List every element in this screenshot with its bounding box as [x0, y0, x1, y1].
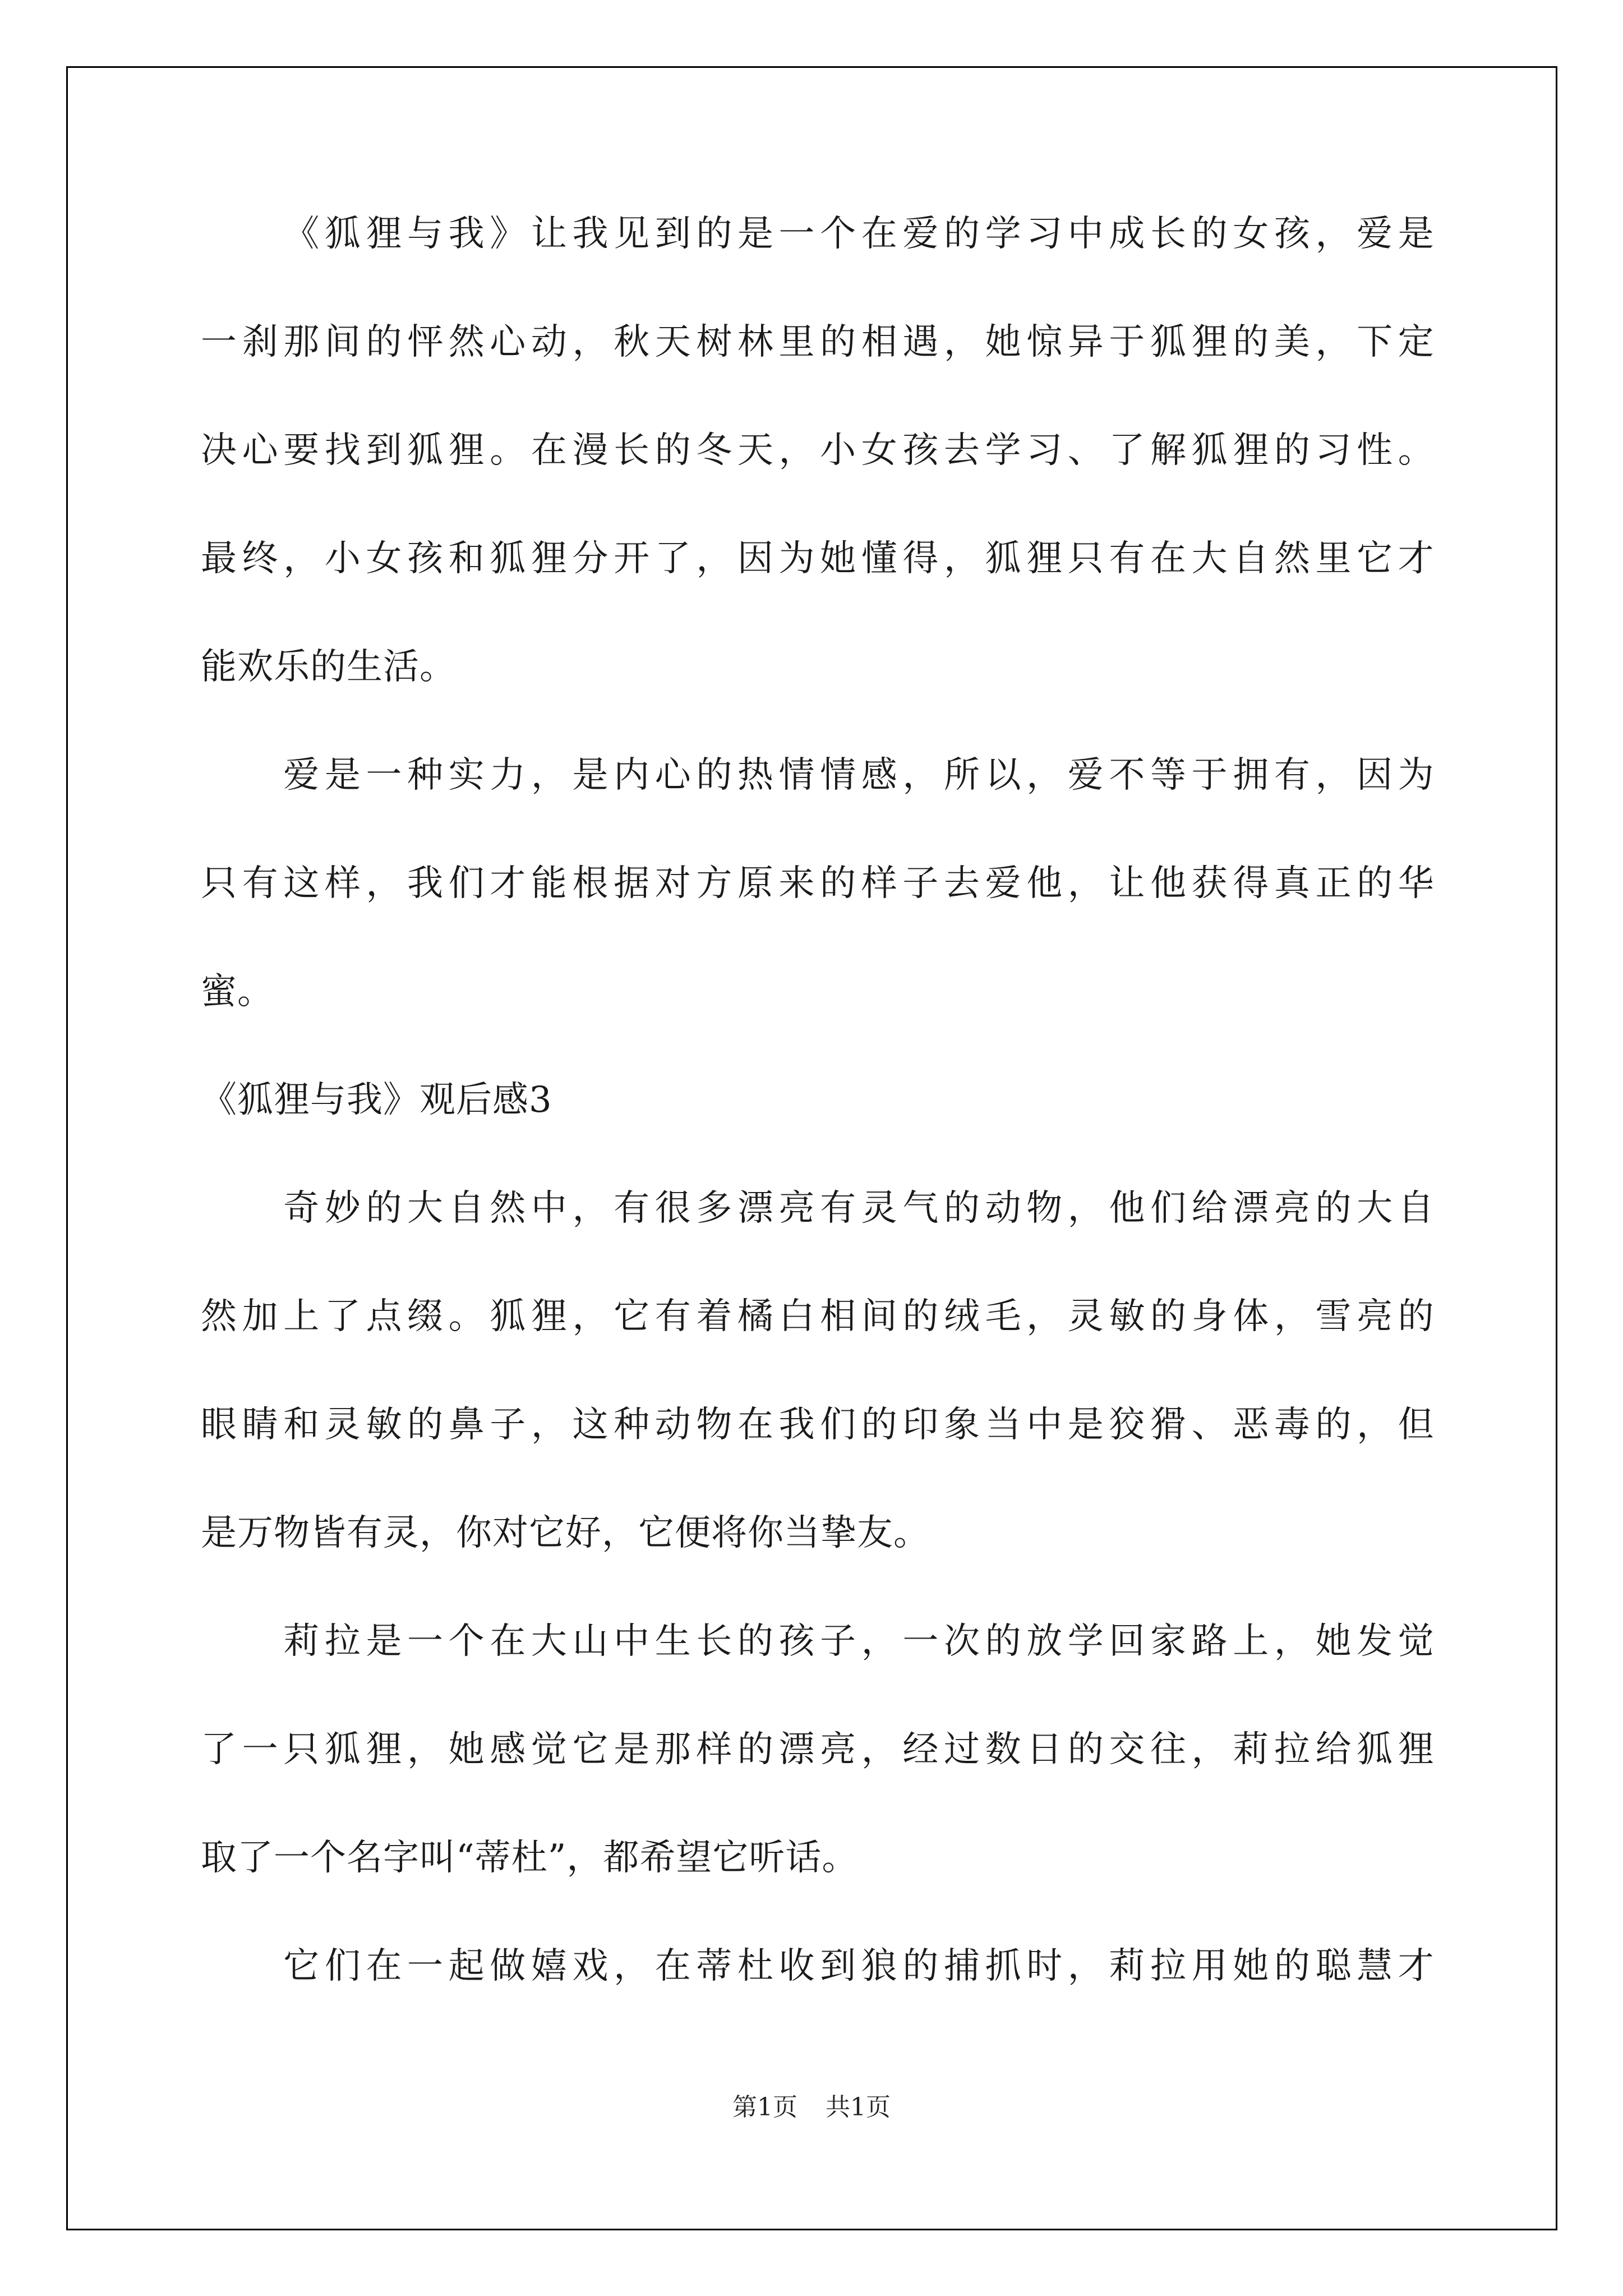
text-line: 最 终 ， 小 女 孩 和 狐 狸 分 开 了 ， 因 为 她 懂 得 ， 狐 狸 只 有 在 大 自 然 里 它 才 [201, 538, 1435, 579]
page-total: 共1页 [826, 2093, 891, 2122]
text-line: 能欢乐的生活。 [201, 646, 456, 688]
text-line: 然 加 上 了 点 缀 。 狐 狸 ， 它 有 着 橘 白 相 间 的 绒 毛 ， 灵 敏 的 身 体 ， 雪 亮 的 [201, 1296, 1435, 1337]
text-line: 一 刹 那 间 的 怦 然 心 动 ， 秋 天 树 林 里 的 相 遇 ， 她 惊 异 于 狐 狸 的 美 ， 下 定 [201, 321, 1435, 363]
text-line: 眼 睛 和 灵 敏 的 鼻 子 ， 这 种 动 物 在 我 们 的 印 象 当 中 是 狡 猾 、 恶 毒 的 ， 但 [201, 1404, 1435, 1446]
text-line: 是万物皆有灵，你对它好，它便将你当挚友。 [201, 1512, 930, 1554]
text-line: 蜜。 [201, 971, 274, 1013]
page-footer [0, 2087, 1623, 2123]
text-line: 《狐狸与我》观后感3 [201, 1079, 552, 1121]
text-line: 莉 拉 是 一 个 在 大 山 中 生 长 的 孩 子 ， 一 次 的 放 学 回 家 路 上 ， 她 发 觉 [283, 1621, 1435, 1662]
text-line: 取了一个名字叫“蒂杜”，都希望它听话。 [201, 1837, 859, 1879]
text-line: 了 一 只 狐 狸 ， 她 感 觉 它 是 那 样 的 漂 亮 ， 经 过 数 日 的 交 往 ， 莉 拉 给 狐 狸 [201, 1729, 1435, 1770]
text-line: 只 有 这 样 ， 我 们 才 能 根 据 对 方 原 来 的 样 子 去 爱 他 ， 让 他 获 得 真 正 的 华 [201, 863, 1435, 904]
text-line: 奇 妙 的 大 自 然 中 ， 有 很 多 漂 亮 有 灵 气 的 动 物 ， 他 们 给 漂 亮 的 大 自 [283, 1188, 1435, 1229]
text-line: 爱 是 一 种 实 力 ， 是 内 心 的 热 情 情 感 ， 所 以 ， 爱 不 等 于 拥 有 ， 因 为 [283, 754, 1435, 796]
text-line: 它 们 在 一 起 做 嬉 戏 ， 在 蒂 杜 收 到 狼 的 捕 抓 时 ， 莉 拉 用 她 的 聪 慧 才 [283, 1945, 1435, 1987]
document-body [201, 213, 1435, 2056]
text-line: 《 狐 狸 与 我 》 让 我 见 到 的 是 一 个 在 爱 的 学 习 中 成 长 的 女 孩 ， 爱 是 [283, 213, 1435, 255]
text-line: 决 心 要 找 到 狐 狸 。 在 漫 长 的 冬 天 ， 小 女 孩 去 学 习 、 了 解 狐 狸 的 习 性 。 [201, 430, 1435, 471]
page-number: 第1页 [732, 2093, 797, 2122]
